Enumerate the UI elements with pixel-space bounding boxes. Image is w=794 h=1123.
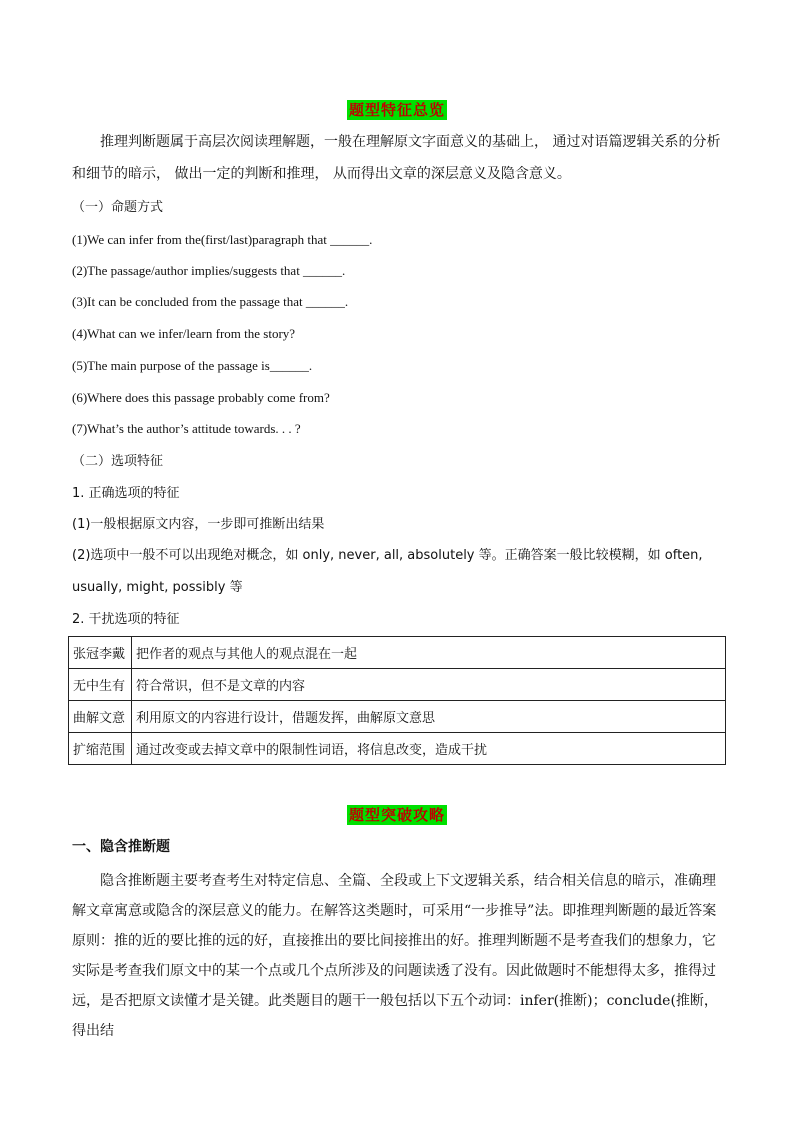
table-cell-label: 无中生有 bbox=[69, 669, 132, 701]
section-banner-wrap bbox=[0, 805, 794, 825]
table-row bbox=[69, 637, 726, 669]
table-cell-desc: 把作者的观点与其他人的观点混在一起 bbox=[132, 637, 726, 669]
table-cell-label: 曲解文意 bbox=[69, 701, 132, 733]
table-cell-label: 扩缩范围 bbox=[69, 733, 132, 765]
table-row bbox=[69, 669, 726, 701]
distractor-option-heading: 2. 干扰选项的特征 bbox=[72, 612, 180, 627]
section-banner-features: 题型特征总览 bbox=[348, 101, 445, 119]
table-cell-label: 张冠李戴 bbox=[69, 637, 132, 669]
option-features-heading: （二）选项特征 bbox=[72, 454, 164, 469]
section-banner-strategies: 题型突破攻略 bbox=[348, 806, 445, 824]
question-form-item: (4)What can we infer/learn from the story? bbox=[72, 326, 296, 341]
table-row bbox=[69, 701, 726, 733]
question-form-item: (2)The passage/author implies/suggests that ______. bbox=[72, 263, 346, 278]
intro-paragraph: 推理判断题属于高层次阅读理解题，一般在理解原文字面意义的基础上， 通过对语篇逻辑关系的分析和细节的暗示， 做出一定的判断和推理， 从而得出文章的深层意义及隐含意义。 bbox=[72, 134, 721, 182]
distractor-features-table bbox=[68, 636, 726, 765]
table-row bbox=[69, 733, 726, 765]
question-form-item: (7)What’s the author’s attitude towards. . . ? bbox=[72, 421, 301, 436]
question-form-item: (5)The main purpose of the passage is______. bbox=[72, 358, 313, 373]
section-banner-wrap bbox=[0, 100, 794, 120]
question-forms-heading: （一）命题方式 bbox=[72, 200, 164, 215]
implicit-inference-body: 隐含推断题主要考查考生对特定信息、全篇、全段或上下文逻辑关系，结合相关信息的暗示，准确理解文章寓意或隐含的深层意义的能力。在解答这类题时，可采用“一步推导”法。即推理判断题的最近答案原则：推的近的要比推的远的好，直接推出的要比间接推出的好。推理判断题不是考查我们的想象力，它实际是考查我们原文中的某一个点或几个点所涉及的问题读透了没有。因此做题时不能想得太多，推得过远，是否把原文读懂才是关键。此类题目的题干一般包括以下五个动词：infer(推断)；conclude(推断，得出结 bbox=[72, 873, 718, 1039]
table-cell-desc: 通过改变或去掉文章中的限制性词语，将信息改变，造成干扰 bbox=[132, 733, 726, 765]
implicit-inference-heading: 一、隐含推断题 bbox=[72, 839, 170, 855]
table-cell-desc: 利用原文的内容进行设计，借题发挥，曲解原文意思 bbox=[132, 701, 726, 733]
correct-option-item: (2)选项中一般不可以出现绝对概念，如 only, never, all, absolutely 等。正确答案一般比较模糊，如 often, usually, might, possibly 等 bbox=[72, 548, 703, 595]
question-form-item: (3)It can be concluded from the passage that ______. bbox=[72, 294, 349, 309]
question-form-item: (1)We can infer from the(first/last)paragraph that ______. bbox=[72, 232, 373, 247]
table-cell-desc: 符合常识，但不是文章的内容 bbox=[132, 669, 726, 701]
correct-option-item: (1)一般根据原文内容，一步即可推断出结果 bbox=[72, 517, 325, 532]
correct-option-heading: 1. 正确选项的特征 bbox=[72, 486, 180, 501]
question-form-item: (6)Where does this passage probably come from? bbox=[72, 390, 330, 405]
